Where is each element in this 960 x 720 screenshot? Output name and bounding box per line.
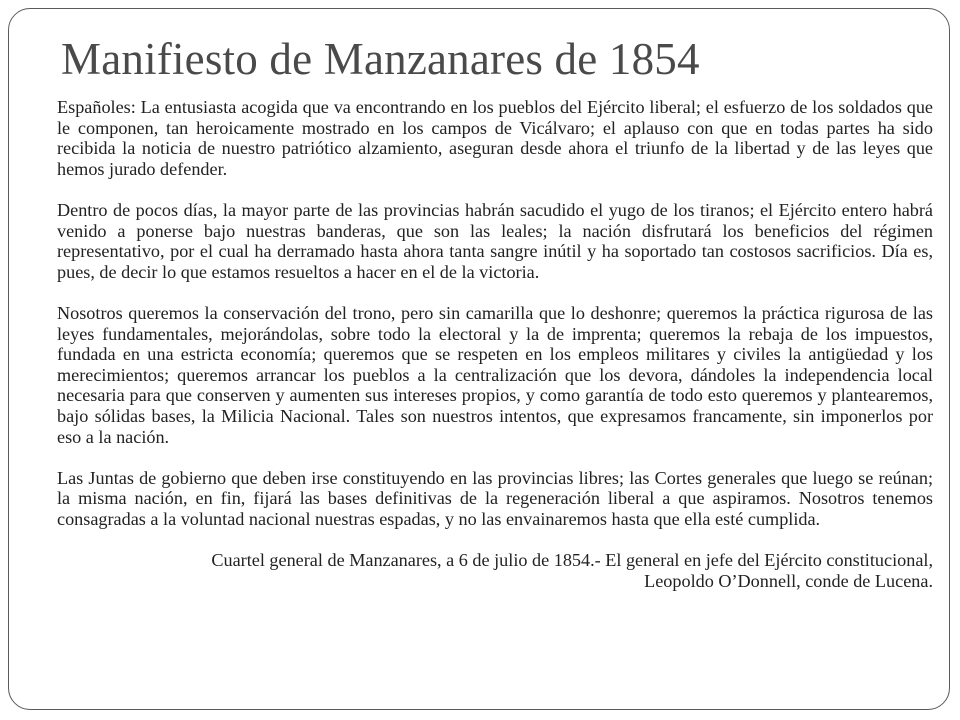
- signature-line-2: Leopoldo O’Donnell, conde de Lucena.: [644, 570, 933, 591]
- signature-block: [57, 550, 933, 591]
- paragraph-4: Las Juntas de gobierno que deben irse constituyendo en las provincias libres; las Cortes generales que luego se reúnan; la misma nación, en fin, fijará las bases definitivas de la regeneración liberal a que aspiramos. Nosotros tenemos consagradas a la voluntad nacional nuestras espadas, y no las envainaremos hasta que ella esté cumplida.: [57, 467, 933, 529]
- signature-line-1: Cuartel general de Manzanares, a 6 de julio de 1854.- El general en jefe del Ejército constitucional,: [211, 550, 933, 571]
- paragraph-3: Nosotros queremos la conservación del trono, pero sin camarilla que lo deshonre; queremos la práctica rigurosa de las leyes fundamentales, mejorándolas, sobre todo la electoral y la de imprenta; queremos la rebaja de los impuestos, fundada en una estricta economía; queremos que se respeten en los empleos militares y civiles la antigüedad y los merecimientos; queremos arrancar los pueblos a la centralización que los devora, dándoles la independencia local necesaria para que conserven y aumenten sus intereses propios, y como garantía de todo esto queremos y plantearemos, bajo sólidas bases, la Milicia Nacional. Tales son nuestros intentos, que expresamos francamente, sin imponerlos por eso a la nación.: [57, 302, 933, 447]
- paragraph-2: Dentro de pocos días, la mayor parte de las provincias habrán sacudido el yugo de los tiranos; el Ejército entero habrá venido a ponerse bajo nuestras banderas, que son las leales; la nación disfrutará los beneficios del régimen representativo, por el cual ha derramado hasta ahora tanta sangre inútil y ha soportado tan costosos sacrificios. Día es, pues, de decir lo que estamos resueltos a hacer en el de la victoria.: [57, 199, 933, 282]
- slide-body: [57, 97, 933, 591]
- slide-title: Manifiesto de Manzanares de 1854: [61, 34, 700, 84]
- paragraph-1: Españoles: La entusiasta acogida que va encontrando en los pueblos del Ejército liberal; el esfuerzo de los soldados que le componen, tan heroicamente mostrado en los campos de Vicálvaro; el aplauso con que en todas partes ha sido recibida la noticia de nuestro patriótico alzamiento, aseguran desde ahora el triunfo de la libertad y de las leyes que hemos jurado defender.: [57, 97, 933, 179]
